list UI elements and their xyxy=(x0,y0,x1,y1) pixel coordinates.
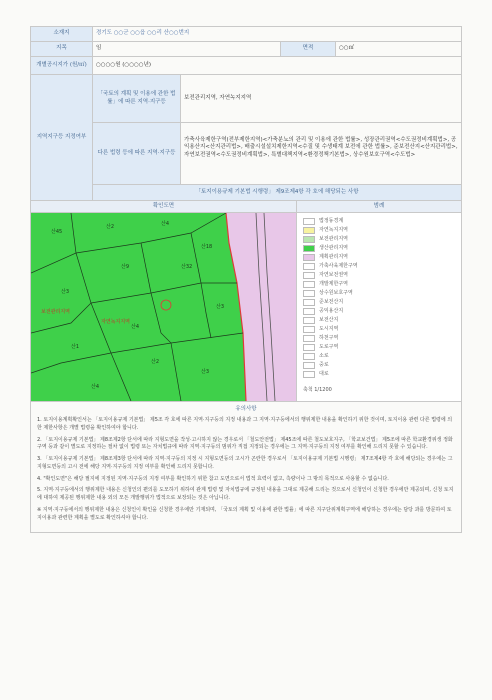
legend-list xyxy=(297,213,461,383)
land-use-plan-certificate xyxy=(30,26,462,636)
parcel-map xyxy=(31,213,296,401)
legend-label: 법정동경계 xyxy=(319,218,344,224)
legend-swatch xyxy=(303,281,315,288)
legend-item xyxy=(303,280,455,289)
legend-swatch xyxy=(303,245,315,252)
red-zone-label: 자연녹지지역 xyxy=(101,319,130,325)
legend-swatch xyxy=(303,317,315,324)
legend-swatch xyxy=(303,326,315,333)
legend-label: 소로 xyxy=(319,353,329,359)
parcel-label: 산4 xyxy=(131,324,140,330)
parcel-label: 산3 xyxy=(61,289,70,295)
parcel-label: 산9 xyxy=(121,264,130,270)
legend-item xyxy=(303,370,455,379)
legend-item xyxy=(303,343,455,352)
regulation-note: 「토지이용규제 기본법 시행령」 제9조제4항 각 호에 해당되는 사항 xyxy=(93,185,462,201)
national-act-value: 보전관리지역, 자연녹지지역 xyxy=(181,75,462,123)
legend-label: 공익용산지 xyxy=(319,308,344,314)
legend-swatch xyxy=(303,308,315,315)
legend-item xyxy=(303,352,455,361)
note-item: 1. 토지이용계획확인서는 「토지이용규제 기본법」 제5조 각 호에 따른 지역·지구등의 지정 내용과 그 지역·지구등에서의 행위제한 내용을 확인하기 위한 것이며, 토지이용 관련 다른 법령에 의한 제한사항은 개별 법령을 확인하여야 합니다. xyxy=(37,417,453,431)
use-area-label: 지역지구등 지정여부 xyxy=(31,75,93,201)
notes-list xyxy=(37,417,455,522)
note-item: 3. 「토지이용규제 기본법」 제8조제3항 단서에 따라 지역·지구등의 지정 시 지형도면등의 고시가 곤란한 경우로서 「토지이용규제 기본법 시행령」 제7조제4항 각 호에 해당되는 경우에는 그 지형도면등의 고시 전에 해당 지역·지구등의 지정 여부를 확인해 드리지 못합니다. xyxy=(37,456,453,470)
legend-label: 도로구역 xyxy=(319,344,339,350)
note-item: ※ 지역·지구등에서의 행위제한 내용은 신청인이 확인을 신청한 경우에만 기재되며, 「국토의 계획 및 이용에 관한 법률」에 따른 지구단위계획구역에 해당하는 경우에는 담당 과를 방문하여 토지이용과 관련한 계획을 별도로 확인하셔야 합니다. xyxy=(37,506,452,521)
info-table xyxy=(30,26,462,201)
legend-swatch xyxy=(303,263,315,270)
other-laws-value: 가축사육제한구역(전부제한지역)<가축분뇨의 관리 및 이용에 관한 법률>, 성장관리권역<수도권정비계획법>, 공익용산지<산지관리법>, 배출시설설치제한지역<수질 및 수생태계 보전에 관한 법률>, 준보전산지<산지관리법>, 자연보전권역<수도권정비계획법>, 특별대책지역<환경정책기본법>, 상수원보호구역<수도법> xyxy=(181,123,462,185)
parcel-label: 산4 xyxy=(91,384,100,390)
legend-item xyxy=(303,253,455,262)
price-value: ○○○○원 (○○○○년) xyxy=(93,57,462,75)
legend-label: 대로 xyxy=(319,371,329,377)
legend-label: 개발제한구역 xyxy=(319,281,348,287)
legend-item xyxy=(303,226,455,235)
legend-swatch xyxy=(303,236,315,243)
legend-swatch xyxy=(303,344,315,351)
legend-swatch xyxy=(303,353,315,360)
parcel-label: 산45 xyxy=(51,229,63,235)
legend-label: 도시지역 xyxy=(319,326,339,332)
legend-label: 상수원보호구역 xyxy=(319,290,353,296)
legend-swatch xyxy=(303,272,315,279)
note-item: 4. "확인도면"은 해당 필지에 지정된 지역·지구등의 지정 여부를 확인하기 위한 참고 도면으로서 법적 효력이 없고, 측량이나 그 밖의 목적으로 사용할 수 없습니다. xyxy=(37,475,389,482)
parcel-label: 산1 xyxy=(71,344,80,350)
area-label: 면적 xyxy=(281,42,336,57)
legend-panel xyxy=(297,201,461,401)
map-title: 확인도면 xyxy=(31,201,296,213)
price-label: 개별공시지가 (원/㎡) xyxy=(31,57,93,75)
legend-title: 범례 xyxy=(297,201,461,213)
other-laws-label: 다른 법령 등에 따른 지역·지구등 xyxy=(93,123,181,185)
legend-label: 계획관리지역 xyxy=(319,254,348,260)
legend-swatch xyxy=(303,227,315,234)
parcel-label: 산3 xyxy=(216,304,225,310)
parcel-label: 산2 xyxy=(106,224,115,230)
location-value: 경기도 ○○군 ○○읍 ○○리 산○○번지 xyxy=(93,27,462,42)
confirmation-map xyxy=(31,201,297,401)
parcel-label: 산32 xyxy=(181,264,193,270)
note-item: 2. 「토지이용규제 기본법」 제8조제2항 단서에 따라 지형도면을 작성·고시하지 않는 경우로서 「철도안전법」 제45조에 따른 철도보호지구, 「학교보건법」 제5조에 따른 학교환경위생 정화구역 등과 같이 별도로 지정하는 절차 없이 법령 또는 자치법규에 따라 지역·지구등의 범위가 직접 지정되는 경우에는 그 지역·지구등의 지정 여부를 확인해 드리지 못할 수 있습니다. xyxy=(37,436,453,451)
scale-label: 축척 1/1200 xyxy=(303,387,332,393)
legend-swatch xyxy=(303,254,315,261)
map-section xyxy=(30,201,462,402)
legend-item xyxy=(303,271,455,280)
legend-item xyxy=(303,361,455,370)
legend-swatch xyxy=(303,362,315,369)
parcel-label: 산18 xyxy=(201,244,213,250)
legend-item xyxy=(303,289,455,298)
national-act-label: 「국토의 계획 및 이용에 관한 법률」에 따른 지역·지구등 xyxy=(93,75,181,123)
legend-label: 보전관리지역 xyxy=(319,236,348,242)
legend-item xyxy=(303,298,455,307)
note-item: 5. 지역·지구등에서의 행위제한 내용은 신청인의 편의를 도모하기 위하여 관계 법령 및 자치법규에 규정된 내용을 그대로 제공해 드리는 것으로서 신청인이 신청한 경우에만 제공되며, 신청 토지에 대하여 제공된 행위제한 내용 외의 모든 개발행위가 법적으로 보장되는 것은 아닙니다. xyxy=(37,487,454,501)
legend-label: 준보전산지 xyxy=(319,299,344,305)
legend-swatch xyxy=(303,299,315,306)
legend-item xyxy=(303,235,455,244)
legend-item xyxy=(303,217,455,226)
jimok-value: 임 xyxy=(93,42,281,57)
legend-label: 중로 xyxy=(319,362,329,368)
area-value: ○○㎡ xyxy=(336,42,462,57)
legend-label: 자연녹지지역 xyxy=(319,227,348,233)
legend-label: 생산관리지역 xyxy=(319,245,348,251)
legend-item xyxy=(303,307,455,316)
location-label: 소재지 xyxy=(31,27,93,42)
legend-swatch xyxy=(303,218,315,225)
legend-item xyxy=(303,316,455,325)
parcel-label: 산3 xyxy=(201,369,210,375)
legend-label: 가축사육제한구역 xyxy=(319,263,358,269)
notes-title: 유의사항 xyxy=(235,406,257,412)
legend-label: 보전산지 xyxy=(319,317,339,323)
legend-item xyxy=(303,334,455,343)
legend-label: 자연보전권역 xyxy=(319,272,348,278)
legend-label: 하천구역 xyxy=(319,335,339,341)
parcel-label: 산2 xyxy=(151,359,160,365)
legend-swatch xyxy=(303,290,315,297)
legend-item xyxy=(303,325,455,334)
jimok-label: 지목 xyxy=(31,42,93,57)
legend-swatch xyxy=(303,371,315,378)
parcel-label: 산4 xyxy=(161,221,170,227)
legend-swatch xyxy=(303,335,315,342)
legend-item xyxy=(303,262,455,271)
notes-section xyxy=(30,402,462,533)
red-zone-label: 보전관리지역 xyxy=(41,309,70,315)
legend-item xyxy=(303,244,455,253)
